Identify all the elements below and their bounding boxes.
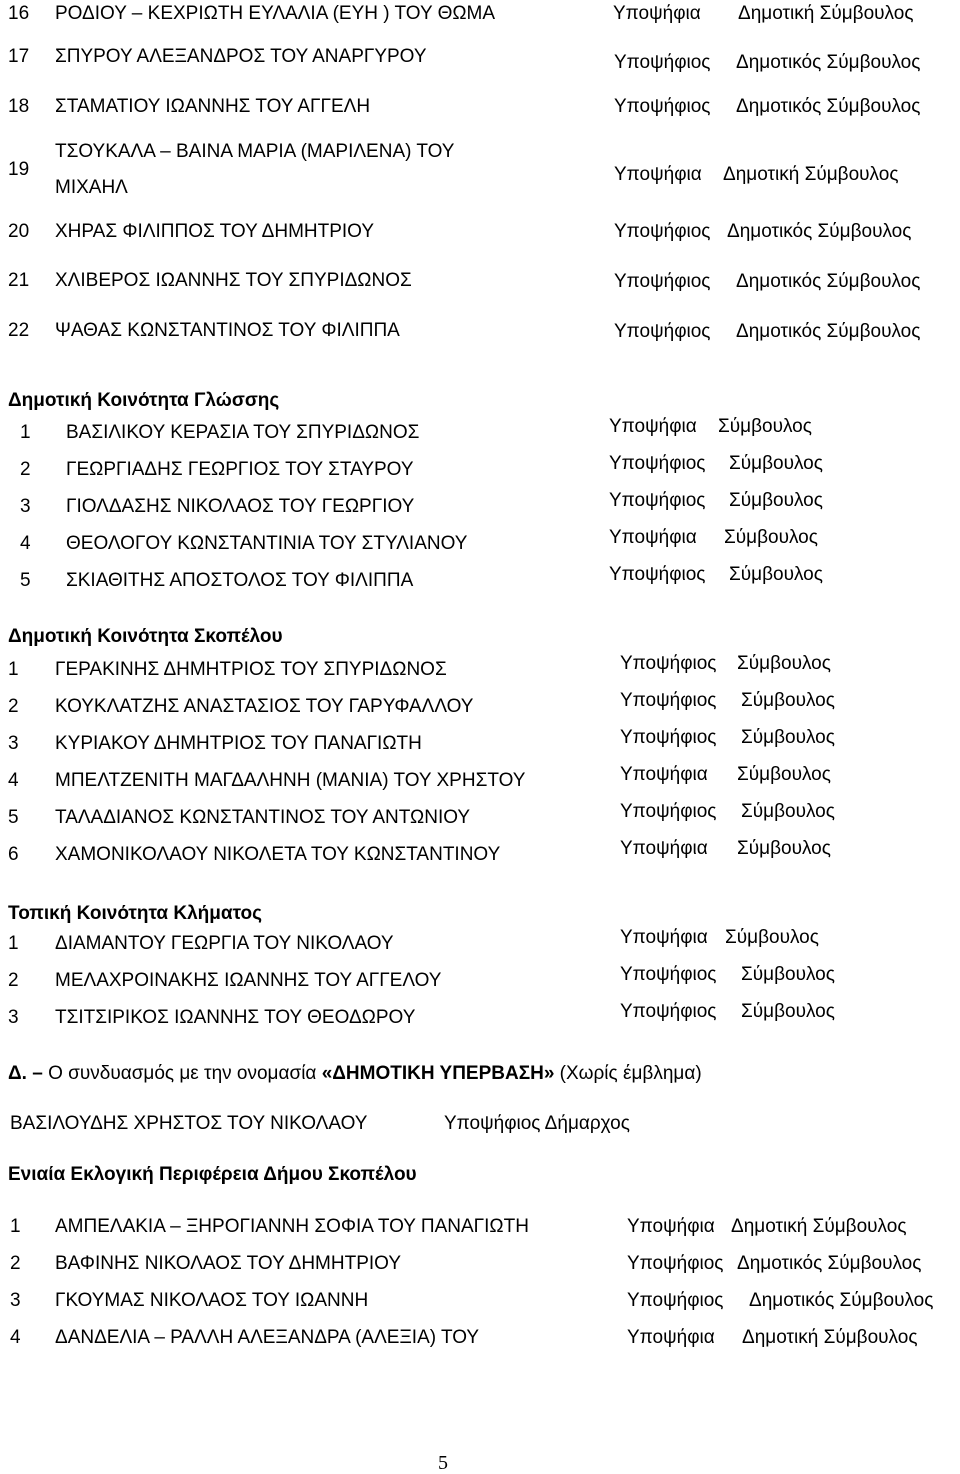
candidate-role-status: Υποψήφιος <box>620 727 717 748</box>
coalition-name: «ΔΗΜΟΤΙΚΗ ΥΠΕΡΒΑΣΗ» <box>321 1063 555 1084</box>
row-number: 3 <box>8 733 19 754</box>
row-number: 1 <box>20 422 31 443</box>
candidate-role-title: Δημοτικός Σύμβουλος <box>749 1290 934 1311</box>
candidate-role-status: Υποψήφιος <box>620 964 717 985</box>
candidate-name: ΒΑΣΙΛΙΚΟΥ ΚΕΡΑΣΙΑ ΤΟΥ ΣΠΥΡΙΔΩΝΟΣ <box>66 422 420 443</box>
candidate-role-status: Υποψήφιος <box>614 271 711 292</box>
candidate-role-status: Υποψήφια <box>620 927 708 948</box>
candidate-role-title: Δημοτική Σύμβουλος <box>723 164 899 185</box>
coalition-line <box>8 1063 702 1085</box>
row-number: 22 <box>8 320 30 341</box>
candidate-role-status: Υποψήφια <box>609 527 697 548</box>
row-number: 3 <box>20 496 31 517</box>
candidate-role-title: Σύμβουλος <box>724 527 818 548</box>
candidate-role-title: Δημοτική Σύμβουλος <box>738 3 914 24</box>
candidate-role-title: Σύμβουλος <box>729 453 823 474</box>
coalition-intro: Ο συνδυασμός με την ονομασία <box>48 1063 322 1084</box>
candidate-role-title: Σύμβουλος <box>718 416 812 437</box>
candidate-name: ΣΚΙΑΘΙΤΗΣ ΑΠΟΣΤΟΛΟΣ ΤΟΥ ΦΙΛΙΠΠΑ <box>66 570 414 591</box>
candidate-role-title: Σύμβουλος <box>737 764 831 785</box>
candidate-name: ΔΑΝΔΕΛΙΑ – ΡΑΛΛΗ ΑΛΕΞΑΝΔΡΑ (ΑΛΕΞΙΑ) ΤΟΥ <box>55 1327 480 1348</box>
candidate-role-status: Υποψήφιος <box>620 1001 717 1022</box>
candidate-name: ΓΙΟΛΔΑΣΗΣ ΝΙΚΟΛΑΟΣ ΤΟΥ ΓΕΩΡΓΙΟΥ <box>66 496 415 517</box>
candidate-role-status: Υποψήφια <box>613 3 701 24</box>
row-number: 4 <box>20 533 31 554</box>
candidate-role-title: Σύμβουλος <box>725 927 819 948</box>
candidate-name: ΓΚΟΥΜΑΣ ΝΙΚΟΛΑΟΣ ΤΟΥ ΙΩΑΝΝΗ <box>55 1290 369 1311</box>
candidate-name-line1: ΤΣΟΥΚΑΛΑ – ΒΑΙΝΑ ΜΑΡΙΑ (ΜΑΡΙΛΕΝΑ) ΤΟΥ <box>55 141 455 162</box>
candidate-role-title: Δημοτικός Σύμβουλος <box>737 1253 922 1274</box>
candidate-role-title: Σύμβουλος <box>741 727 835 748</box>
candidate-name: ΧΑΜΟΝΙΚΟΛΑΟΥ ΝΙΚΟΛΕΤΑ ΤΟΥ ΚΩΝΣΤΑΝΤΙΝΟΥ <box>55 844 501 865</box>
candidate-role-status: Υποψήφια <box>620 764 708 785</box>
row-number: 16 <box>8 3 30 24</box>
candidate-role-title: Δημοτικός Σύμβουλος <box>727 221 912 242</box>
row-number: 5 <box>8 807 19 828</box>
row-number: 2 <box>8 696 19 717</box>
row-number: 4 <box>8 770 19 791</box>
candidate-role-status: Υποψήφιος <box>614 96 711 117</box>
coalition-dash: – <box>26 1063 49 1084</box>
row-number: 1 <box>8 659 19 680</box>
candidate-role-title: Δημοτική Σύμβουλος <box>731 1216 907 1237</box>
row-number: 2 <box>20 459 31 480</box>
row-number: 5 <box>20 570 31 591</box>
candidate-name: ΡΟΔΙΟΥ – ΚΕΧΡΙΩΤΗ ΕΥΛΑΛΙΑ (ΕΥΗ ) ΤΟΥ ΘΩΜΑ <box>55 3 496 24</box>
candidate-role-status: Υποψήφια <box>609 416 697 437</box>
candidate-role-title: Δημοτικός Σύμβουλος <box>736 52 921 73</box>
candidate-name: ΘΕΟΛΟΓΟΥ ΚΩΝΣΤΑΝΤΙΝΙΑ ΤΟΥ ΣΤΥΛΙΑΝΟΥ <box>66 533 468 554</box>
coalition-note: (Χωρίς έμβλημα) <box>554 1063 702 1084</box>
candidate-role-status: Υποψήφιος <box>627 1290 724 1311</box>
mayor-candidate-name: ΒΑΣΙΛΟΥΔΗΣ ΧΡΗΣΤΟΣ ΤΟΥ ΝΙΚΟΛΑΟΥ <box>10 1113 368 1134</box>
candidate-role-status: Υποψήφιος <box>627 1253 724 1274</box>
row-number: 1 <box>8 933 19 954</box>
row-number: 1 <box>10 1216 21 1237</box>
candidate-name: ΣΠΥΡΟΥ ΑΛΕΞΑΝΔΡΟΣ ΤΟΥ ΑΝΑΡΓΥΡΟΥ <box>55 46 427 67</box>
coalition-letter: Δ. <box>8 1063 27 1084</box>
candidate-name: ΨΑΘΑΣ ΚΩΝΣΤΑΝΤΙΝΟΣ ΤΟΥ ΦΙΛΙΠΠΑ <box>55 320 400 341</box>
candidate-role-title: Δημοτικός Σύμβουλος <box>736 96 921 117</box>
candidate-name: ΔΙΑΜΑΝΤΟΥ ΓΕΩΡΓΙΑ ΤΟΥ ΝΙΚΟΛΑΟΥ <box>55 933 394 954</box>
row-number: 3 <box>10 1290 21 1311</box>
candidate-name: ΧΛΙΒΕΡΟΣ ΙΩΑΝΝΗΣ ΤΟΥ ΣΠΥΡΙΔΩΝΟΣ <box>55 270 412 291</box>
row-number: 2 <box>10 1253 21 1274</box>
candidate-name-line2: ΜΙΧΑΗΛ <box>55 177 128 198</box>
candidate-role-title: Δημοτικός Σύμβουλος <box>736 321 921 342</box>
candidate-role-title: Σύμβουλος <box>729 564 823 585</box>
candidate-name: ΓΕΡΑΚΙΝΗΣ ΔΗΜΗΤΡΙΟΣ ΤΟΥ ΣΠΥΡΙΔΩΝΟΣ <box>55 659 447 680</box>
row-number: 19 <box>8 159 30 180</box>
row-number: 20 <box>8 221 30 242</box>
section-heading-glossa: Δημοτική Κοινότητα Γλώσσης <box>8 390 280 411</box>
candidate-role-status: Υποψήφιος <box>614 52 711 73</box>
candidate-name: ΚΥΡΙΑΚΟΥ ΔΗΜΗΤΡΙΟΣ ΤΟΥ ΠΑΝΑΓΙΩΤΗ <box>55 733 422 754</box>
candidate-name: ΧΗΡΑΣ ΦΙΛΙΠΠΟΣ ΤΟΥ ΔΗΜΗΤΡΙΟΥ <box>55 221 375 242</box>
candidate-role-title: Σύμβουλος <box>737 838 831 859</box>
candidate-role-status: Υποψήφιος <box>620 690 717 711</box>
row-number: 3 <box>8 1007 19 1028</box>
candidate-role-status: Υποψήφιος <box>609 564 706 585</box>
candidate-role-title: Σύμβουλος <box>741 801 835 822</box>
row-number: 4 <box>10 1327 21 1348</box>
candidate-role-title: Δημοτικός Σύμβουλος <box>736 271 921 292</box>
candidate-role-title: Σύμβουλος <box>741 1001 835 1022</box>
candidate-name: ΜΕΛΑΧΡΟΙΝΑΚΗΣ ΙΩΑΝΝΗΣ ΤΟΥ ΑΓΓΕΛΟΥ <box>55 970 442 991</box>
candidate-role-status: Υποψήφιος <box>609 490 706 511</box>
row-number: 6 <box>8 844 19 865</box>
candidate-role-title: Σύμβουλος <box>737 653 831 674</box>
candidate-role-status: Υποψήφιος <box>609 453 706 474</box>
section-heading-eniaia: Ενιαία Εκλογική Περιφέρεια Δήμου Σκοπέλου <box>8 1164 417 1185</box>
candidate-role-title: Σύμβουλος <box>741 690 835 711</box>
section-heading-klima: Τοπική Κοινότητα Κλήματος <box>8 903 263 924</box>
candidate-name: ΜΠΕΛΤΖΕΝΙΤΗ ΜΑΓΔΑΛΗΝΗ (ΜΑΝΙΑ) ΤΟΥ ΧΡΗΣΤΟΥ <box>55 770 526 791</box>
row-number: 17 <box>8 46 30 67</box>
candidate-name: ΚΟΥΚΛΑΤΖΗΣ ΑΝΑΣΤΑΣΙΟΣ ΤΟΥ ΓΑΡΥΦΑΛΛΟΥ <box>55 696 474 717</box>
candidate-role-status: Υποψήφια <box>620 838 708 859</box>
candidate-name: ΓΕΩΡΓΙΑΔΗΣ ΓΕΩΡΓΙΟΣ ΤΟΥ ΣΤΑΥΡΟΥ <box>66 459 414 480</box>
row-number: 18 <box>8 96 30 117</box>
page-number: 5 <box>438 1452 448 1474</box>
candidate-role-status: Υποψήφιος <box>614 321 711 342</box>
candidate-role-status: Υποψήφια <box>627 1327 715 1348</box>
candidate-name: ΑΜΠΕΛΑΚΙΑ – ΞΗΡΟΓΙΑΝΝΗ ΣΟΦΙΑ ΤΟΥ ΠΑΝΑΓΙΩΤΗ <box>55 1216 529 1237</box>
candidate-name: ΣΤΑΜΑΤΙΟΥ ΙΩΑΝΝΗΣ ΤΟΥ ΑΓΓΕΛΗ <box>55 96 371 117</box>
candidate-role-status: Υποψήφιος <box>614 221 711 242</box>
candidate-role-title: Σύμβουλος <box>741 964 835 985</box>
row-number: 21 <box>8 270 30 291</box>
row-number: 2 <box>8 970 19 991</box>
mayor-candidate-role: Υποψήφιος Δήμαρχος <box>444 1113 630 1134</box>
candidate-role-title: Δημοτική Σύμβουλος <box>742 1327 918 1348</box>
candidate-name: ΒΑΦΙΝΗΣ ΝΙΚΟΛΑΟΣ ΤΟΥ ΔΗΜΗΤΡΙΟΥ <box>55 1253 401 1274</box>
candidate-role-status: Υποψήφιος <box>620 801 717 822</box>
candidate-role-title: Σύμβουλος <box>729 490 823 511</box>
candidate-role-status: Υποψήφια <box>627 1216 715 1237</box>
section-heading-skopelos: Δημοτική Κοινότητα Σκοπέλου <box>8 626 283 647</box>
candidate-name: ΤΣΙΤΣΙΡΙΚΟΣ ΙΩΑΝΝΗΣ ΤΟΥ ΘΕΟΔΩΡΟΥ <box>55 1007 416 1028</box>
candidate-role-status: Υποψήφια <box>614 164 702 185</box>
candidate-role-status: Υποψήφιος <box>620 653 717 674</box>
candidate-name: ΤΑΛΑΔΙΑΝΟΣ ΚΩΝΣΤΑΝΤΙΝΟΣ ΤΟΥ ΑΝΤΩΝΙΟΥ <box>55 807 471 828</box>
